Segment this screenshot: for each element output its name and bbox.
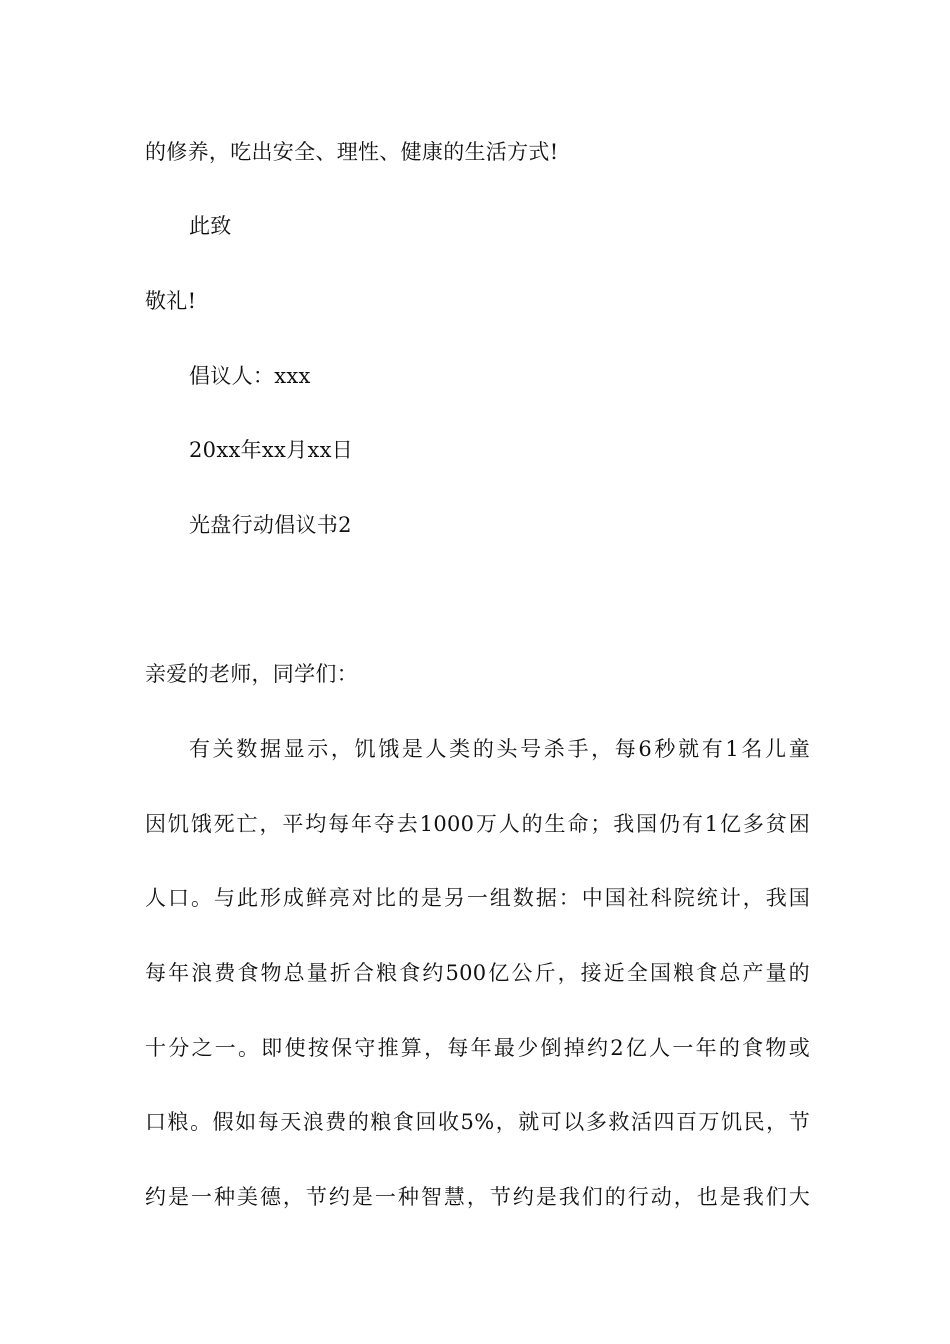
body-line-7: 约是一种美德，节约是一种智慧，节约是我们的行动，也是我们大 xyxy=(145,1185,810,1209)
body-line-4: 每年浪费食物总量折合粮食约500亿公斤，接近全国粮食总产量的 xyxy=(145,961,810,985)
body-line-1: 有关数据显示，饥饿是人类的头号杀手，每6秒就有1名儿童 xyxy=(189,737,810,761)
body-line-5: 十分之一。即使按保守推算，每年最少倒掉约2亿人一年的食物或 xyxy=(145,1036,810,1060)
salutation-cizhi: 此致 xyxy=(189,214,232,238)
date-line: 20xx年xx月xx日 xyxy=(189,438,354,462)
greeting-line: 亲爱的老师，同学们： xyxy=(145,662,358,686)
section-heading: 光盘行动倡议书2 xyxy=(189,513,352,537)
body-line-3: 人口。与此形成鲜亮对比的是另一组数据：中国社科院统计，我国 xyxy=(145,886,810,910)
body-line-6: 口粮。假如每天浪费的粮食回收5%，就可以多救活四百万饥民，节 xyxy=(145,1110,810,1134)
proposer-line: 倡议人：xxx xyxy=(189,364,311,388)
salutation-jingli: 敬礼! xyxy=(145,289,197,313)
body-line-2: 因饥饿死亡，平均每年夺去1000万人的生命；我国仍有1亿多贫困 xyxy=(145,812,810,836)
text-line-closing: 的修养，吃出安全、理性、健康的生活方式! xyxy=(145,140,559,164)
